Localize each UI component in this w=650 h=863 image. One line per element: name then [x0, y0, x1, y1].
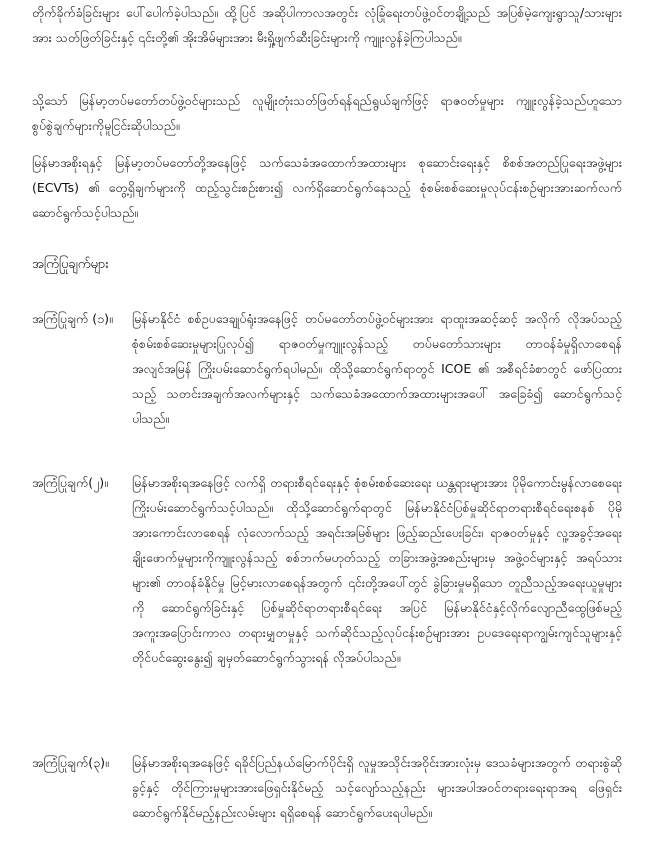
intro-paragraph-2: သို့သော် မြန်မာ့တပ်မတော်တပ်ဖွဲ့ဝင်များသည် လူမျိုးတုံးသတ်ဖြတ်ရန်ရည်ရွယ်ချက်ဖြင့် ရာဇဝတ်မှုများ ကျူးလွန်ခဲ့သည်ဟူသော စွပ်စွဲချက်များကိုမူငြင်းဆိုပါသည်။ [32, 93, 622, 133]
recommendation-label: အကြံပြုချက် (၁)။ [32, 311, 113, 326]
recommendation-text: မြန်မာအစိုးရအနေဖြင့် လက်ရှိ တရားစီရင်ရေးနှင့် စုံစမ်းစစ်ဆေးရေး ယန္တရားများအား ပိုမိုကောင်းမွန်လာစေရေး ကြိုးပမ်းဆောင်ရွက်သင့်ပါသည်။ ထိုသို့ဆောင်ရွက်ရာတွင် မြန်မာနိုင်ငံပြစ်မှုဆိုင်ရာတရားစီရင်ရေးစနစ် ပိုမိုအားကောင်းလာစေရန် လုံလောက်သည့် အရင်းအမြစ်များ ဖြည့်ဆည်းပေးခြင်း၊ ရာဇဝတ်မှုနှင့် လူ့အခွင့်အရေးချိုးဖောက်မှုများကိုကျူးလွန်သည့် စစ်ဘက်မဟုတ်သည့် တခြားအဖွဲ့အစည်းများမှ အဖွဲ့ဝင်များနှင့် အရပ်သားများ၏ တာဝန်ခံနိုင်မှု မြင့်မားလာစေရန်အတွက် ၎င်းတို့အပေါ်တွင် ခွဲခြားမှုမရှိသော တူညီသည့်အရေးယူမှုများကို ဆောင်ရွက်ခြင်းနှင့် ပြစ်မှုဆိုင်ရာတရားစီရင်ရေး အပြင် မြန်မာနိုင်ငံနှင့်လိုက်လျောညီထွေဖြစ်မည့် အကူးအပြောင်းကာလ တရားမျှတမှုနှင့် သက်ဆိုင်သည့်လုပ်ငန်းစဉ်များအား ဥပဒေရေးရာကျွမ်းကျင်သူများနှင့် တိုင်ပင်ဆွေးနွေး၍ ချမှတ်ဆောင်ရွက်သွားရန် လိုအပ်ပါသည်။ [132, 475, 622, 665]
recommendations-heading: အကြံပြုချက်များ [32, 257, 109, 272]
recommendation-1 [32, 306, 622, 431]
intro-paragraph-1: တိုက်ခိုက်ခံခြင်းများ ပေါ်ပေါက်ခဲ့ပါသည်။ ထို့ပြင် အဆိုပါကာလအတွင်း လုံခြုံရေးတပ်ဖွဲ့ဝင်တချို့သည် အပြစ်မဲ့ကျေးရွာသူ/သားများအား သတ်ဖြတ်ခြင်းနှင့် ၎င်းတို့၏ အိုးအိမ်များအား မီးရှို့ဖျက်ဆီးခြင်းများကို ကျူးလွန်ခဲ့ကြပါသည်။ [32, 5, 622, 45]
recommendation-text: မြန်မာအစိုးရအနေဖြင့် ရခိုင်ပြည်နယ်မြောက်ပိုင်းရှိ လူမှုအသိုင်းအဝိုင်းအားလုံးမှ ဒေသခံများအတွက် တရားစွဲဆိုခွင့်နှင့် တိုင်ကြားမှုများအားဖြေရှင်းနိုင်မည့် သင့်လျော်သည့်နည်း များအပါအဝင်တရားရေးရာအရ ဖြေရှင်းဆောင်ရွက်နိုင်မည့်နည်းလမ်းများ ရရှိစေရန် ဆောင်ရွက်ပေးရပါမည်။ [132, 755, 622, 820]
recommendation-label: အကြံပြုချက်(၃)။ [32, 755, 109, 770]
recommendation-text: မြန်မာနိုင်ငံ စစ်ဥပဒေချုပ်ရုံးအနေဖြင့် တပ်မတော်တပ်ဖွဲ့ဝင်များအား ရာထူးအဆင့်ဆင့် အလိုက် လိုအပ်သည့် စုံစမ်းစစ်ဆေးမှုများပြုလုပ်၍ ရာဇဝတ်မှုကျူးလွန်သည့် တပ်မတော်သားများ တာဝန်ခံမှုရှိလာစေရန် အလျင်အမြန် ကြိုးပမ်းဆောင်ရွက်ရပါမည်။ ထိုသို့ဆောင်ရွက်ရာတွင် ICOE ၏ အစီရင်ခံစာတွင် ဖော်ပြထားသည့် သတင်းအချက်အလက်များနှင့် သက်သေခံအထောက်အထားများအပေါ် အခြေခံ၍ ဆောင်ရွက်သင့်ပါသည်။ [132, 311, 622, 426]
recommendation-label: အကြံပြုချက်(၂)။ [32, 475, 108, 490]
intro-paragraph-3: မြန်မာအစိုးရနှင့် မြန်မာ့တပ်မတော်တို့အနေဖြင့် သက်သေခံအထောက်အထားများ စုဆောင်းရေးနှင့် စိစစ်အတည်ပြုရေးအဖွဲ့များ (ECVTs) ၏ တွေ့ရှိချက်များကို ထည့်သွင်းစဉ်းစား၍ လက်ရှိဆောင်ရွက်နေသည့် စုံစမ်းစစ်ဆေးမှုလုပ်ငန်းစဉ်များအားဆက်လက်ဆောင်ရွက်သင့်ပါသည်။ [32, 155, 622, 220]
recommendation-2 [32, 470, 622, 670]
recommendation-3 [32, 750, 622, 825]
